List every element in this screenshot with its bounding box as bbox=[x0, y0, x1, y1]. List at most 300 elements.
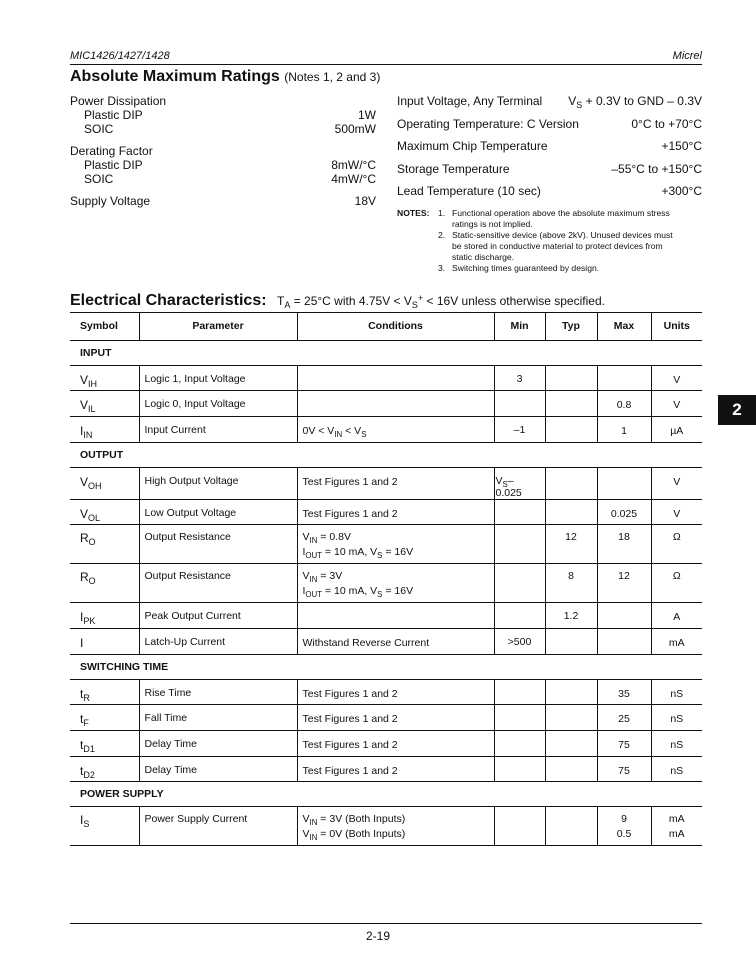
cell-parameter: Output Resistance bbox=[139, 564, 297, 603]
cell-typ bbox=[545, 756, 597, 782]
table-row bbox=[70, 365, 702, 391]
cell-max bbox=[597, 365, 651, 391]
note-line: be stored in conductive material to protect devices from bbox=[452, 241, 663, 251]
max-value: 18 bbox=[618, 531, 630, 544]
col-header-typ: Typ bbox=[545, 313, 597, 340]
cell-symbol bbox=[70, 391, 139, 417]
ec-title: Electrical Characteristics: bbox=[70, 292, 267, 309]
condition-text: = 3V (Both Inputs) bbox=[317, 813, 406, 826]
condition-sub: S bbox=[377, 551, 383, 561]
condition-text: Test Figures 1 and 2 bbox=[302, 475, 398, 488]
amr-left-value: 18V bbox=[354, 194, 376, 208]
units-value: V bbox=[673, 475, 681, 488]
amr-left-item bbox=[70, 122, 376, 136]
max-value: 35 bbox=[618, 687, 630, 700]
cell-parameter: Delay Time bbox=[139, 756, 297, 782]
cell-min bbox=[494, 731, 545, 757]
amr-right-value-post: + 0.3V to GND – 0.3V bbox=[582, 94, 702, 108]
cell-conditions bbox=[297, 416, 494, 442]
cell-units bbox=[651, 731, 702, 757]
cell-symbol bbox=[70, 807, 139, 846]
cell-max bbox=[597, 603, 651, 629]
cell-min bbox=[494, 756, 545, 782]
section-row bbox=[70, 654, 702, 679]
cell-max bbox=[597, 467, 651, 499]
amr-right-value bbox=[662, 184, 703, 198]
condition-line bbox=[303, 738, 489, 753]
condition-line bbox=[303, 712, 489, 727]
cell-units bbox=[651, 807, 702, 846]
condition-text: V bbox=[302, 570, 310, 583]
cell-parameter: High Output Voltage bbox=[139, 467, 297, 499]
condition-line bbox=[303, 569, 489, 584]
amr-right-value-text: V bbox=[568, 94, 577, 108]
amr-heading bbox=[70, 68, 380, 86]
min-value: –1 bbox=[513, 423, 526, 436]
condition-text: < V bbox=[342, 424, 362, 437]
col-header-conditions: Conditions bbox=[297, 313, 494, 340]
cell-typ bbox=[545, 705, 597, 731]
amr-left-value: 4mW/°C bbox=[331, 172, 376, 186]
amr-left-item bbox=[70, 194, 376, 208]
symbol-sub: D1 bbox=[83, 744, 95, 754]
symbol-sub: O bbox=[88, 537, 96, 548]
units-value: nS bbox=[670, 739, 684, 751]
condition-line bbox=[303, 764, 489, 779]
condition-text: Test Figures 1 and 2 bbox=[302, 713, 398, 726]
col-header-min: Min bbox=[494, 313, 545, 340]
cell-symbol bbox=[70, 705, 139, 731]
amr-left-label: Derating Factor bbox=[70, 144, 153, 158]
table-row bbox=[70, 416, 702, 442]
condition-line bbox=[303, 827, 489, 842]
condition-text: V bbox=[302, 531, 310, 544]
note-number: 1. bbox=[438, 208, 446, 218]
cell-max bbox=[597, 756, 651, 782]
symbol-text: R bbox=[80, 531, 89, 546]
min-sub: S bbox=[502, 479, 508, 489]
max-value: 25 bbox=[618, 713, 630, 726]
amr-right-value bbox=[611, 162, 702, 176]
condition-sub: S bbox=[361, 429, 367, 439]
symbol-text: V bbox=[80, 474, 89, 489]
symbol-text: I bbox=[80, 635, 84, 650]
amr-left-label: Plastic DIP bbox=[84, 158, 143, 172]
min-value: 3 bbox=[516, 372, 523, 385]
cell-min bbox=[494, 603, 545, 629]
cell-parameter: Power Supply Current bbox=[139, 807, 297, 846]
max-value: 75 bbox=[618, 739, 630, 751]
amr-title-notes: (Notes 1, 2 and 3) bbox=[284, 70, 381, 84]
amr-right-value bbox=[568, 94, 702, 108]
symbol-sub: D2 bbox=[83, 769, 95, 780]
condition-text: V bbox=[302, 828, 310, 841]
cell-parameter: Input Current bbox=[139, 416, 297, 442]
cell-units bbox=[651, 603, 702, 629]
cell-conditions bbox=[297, 731, 494, 757]
cell-parameter: Delay Time bbox=[139, 731, 297, 757]
table-row bbox=[70, 628, 702, 654]
cell-symbol bbox=[70, 499, 139, 525]
cell-parameter: Peak Output Current bbox=[139, 603, 297, 629]
col-header-units: Units bbox=[651, 313, 702, 340]
cell-typ: 8 bbox=[545, 564, 597, 603]
cell-typ bbox=[545, 391, 597, 417]
cell-conditions bbox=[297, 756, 494, 782]
cell-min bbox=[494, 365, 545, 391]
cell-parameter: Logic 1, Input Voltage bbox=[139, 365, 297, 391]
cell-min bbox=[494, 628, 545, 654]
symbol-text: I bbox=[80, 423, 84, 438]
cell-units bbox=[651, 467, 702, 499]
cell-parameter: Logic 0, Input Voltage bbox=[139, 391, 297, 417]
cell-conditions bbox=[297, 705, 494, 731]
footer-rule bbox=[70, 923, 702, 924]
note-item bbox=[438, 208, 702, 230]
symbol-text: t bbox=[80, 763, 84, 778]
amr-right-label: Storage Temperature bbox=[397, 161, 510, 176]
amr-left-item bbox=[70, 158, 376, 172]
amr-left-item bbox=[70, 108, 376, 122]
condition-sub: OUT bbox=[305, 551, 323, 561]
header-brand: Micrel bbox=[672, 50, 702, 62]
amr-left-value: 500mW bbox=[334, 122, 376, 136]
symbol-text: t bbox=[80, 686, 84, 701]
cell-max bbox=[597, 525, 651, 564]
section-title: INPUT bbox=[70, 340, 702, 365]
table-row bbox=[70, 705, 702, 731]
cell-units bbox=[651, 365, 702, 391]
units-value: mA bbox=[668, 828, 685, 841]
header-part-number: MIC1426/1427/1428 bbox=[70, 50, 170, 62]
amr-left-label: Power Dissipation bbox=[70, 94, 167, 108]
cell-min bbox=[494, 679, 545, 705]
units-value: V bbox=[673, 399, 681, 412]
cell-symbol bbox=[70, 628, 139, 654]
cell-parameter: Latch-Up Current bbox=[139, 628, 297, 654]
cell-max bbox=[597, 499, 651, 525]
cell-symbol bbox=[70, 756, 139, 782]
symbol-sub: R bbox=[83, 692, 90, 703]
amr-right-label: Maximum Chip Temperature bbox=[397, 139, 548, 153]
section-row bbox=[70, 782, 702, 807]
note-line: static discharge. bbox=[452, 252, 515, 262]
condition-sub: OUT bbox=[305, 590, 323, 600]
symbol-sub: O bbox=[88, 576, 96, 587]
ec-header-row bbox=[70, 313, 702, 340]
cell-parameter: Output Resistance bbox=[139, 525, 297, 564]
condition-line bbox=[303, 530, 489, 545]
table-row bbox=[70, 679, 702, 705]
amr-left-label: SOIC bbox=[84, 122, 114, 136]
symbol-text: R bbox=[80, 570, 89, 585]
condition-text: = 3V bbox=[317, 570, 343, 583]
symbol-text: I bbox=[80, 610, 84, 625]
note-number: 2. bbox=[438, 230, 446, 240]
cell-units bbox=[651, 679, 702, 705]
cell-units bbox=[651, 416, 702, 442]
section-row bbox=[70, 340, 702, 365]
condition-text: = 16V bbox=[382, 546, 414, 559]
condition-sub: IN bbox=[309, 575, 318, 585]
cell-typ bbox=[545, 807, 597, 846]
cell-min bbox=[494, 499, 545, 525]
cell-conditions bbox=[297, 467, 494, 499]
note-item bbox=[438, 263, 702, 274]
max-value: 12 bbox=[618, 570, 630, 583]
max-value: 75 bbox=[618, 764, 630, 777]
symbol-sub: F bbox=[83, 718, 89, 729]
table-row bbox=[70, 731, 702, 757]
table-row bbox=[70, 391, 702, 417]
condition-text: 0V < V bbox=[302, 424, 335, 437]
condition-text: Test Figures 1 and 2 bbox=[302, 739, 398, 751]
section-title: POWER SUPPLY bbox=[70, 782, 702, 807]
amr-left-value: 8mW/°C bbox=[331, 158, 376, 172]
cell-conditions bbox=[297, 679, 494, 705]
units-value: Ω bbox=[672, 570, 681, 583]
condition-line bbox=[303, 475, 489, 490]
cell-symbol bbox=[70, 525, 139, 564]
condition-sub: IN bbox=[309, 536, 318, 546]
max-value: 9 bbox=[621, 813, 627, 826]
amr-right-item bbox=[397, 139, 702, 153]
min-prefix: V bbox=[495, 474, 503, 487]
cell-conditions bbox=[297, 391, 494, 417]
symbol-text: I bbox=[80, 813, 84, 828]
cell-parameter: Low Output Voltage bbox=[139, 499, 297, 525]
section-title: SWITCHING TIME bbox=[70, 654, 702, 679]
amr-right-label: Operating Temperature: C Version bbox=[397, 116, 579, 131]
cell-conditions bbox=[297, 603, 494, 629]
condition-line bbox=[303, 545, 489, 560]
cell-typ bbox=[545, 628, 597, 654]
cell-typ: 12 bbox=[545, 525, 597, 564]
condition-text: Test Figures 1 and 2 bbox=[302, 764, 398, 777]
col-header-max: Max bbox=[597, 313, 651, 340]
symbol-text: V bbox=[80, 398, 89, 413]
section-title: OUTPUT bbox=[70, 442, 702, 467]
cell-typ bbox=[545, 416, 597, 442]
cell-symbol bbox=[70, 416, 139, 442]
cell-symbol bbox=[70, 467, 139, 499]
max-value: 0.5 bbox=[616, 828, 632, 841]
symbol-sub: IL bbox=[88, 404, 96, 415]
cell-typ: 1.2 bbox=[545, 603, 597, 629]
condition-text: V bbox=[302, 813, 310, 826]
cell-units bbox=[651, 705, 702, 731]
cell-min bbox=[494, 416, 545, 442]
cell-units bbox=[651, 564, 702, 603]
cell-conditions bbox=[297, 628, 494, 654]
units-value: A bbox=[673, 611, 681, 624]
condition-line bbox=[303, 812, 489, 827]
condition-line bbox=[303, 687, 489, 702]
cell-units bbox=[651, 499, 702, 525]
max-value: 0.8 bbox=[616, 399, 632, 412]
condition-line bbox=[303, 507, 489, 522]
cell-conditions bbox=[297, 499, 494, 525]
condition-text: Test Figures 1 and 2 bbox=[302, 507, 398, 520]
amr-right-value bbox=[631, 117, 702, 131]
max-value: 0.025 bbox=[610, 507, 638, 520]
units-value: nS bbox=[670, 764, 684, 777]
condition-text: Test Figures 1 and 2 bbox=[302, 687, 398, 700]
cell-conditions bbox=[297, 365, 494, 391]
max-value: 1 bbox=[621, 424, 627, 437]
condition-line bbox=[303, 424, 489, 439]
condition-text: Withstand Reverse Current bbox=[302, 636, 430, 649]
amr-right-value-sub: S bbox=[576, 100, 583, 110]
min-value: –0.025 bbox=[495, 474, 522, 499]
cell-max bbox=[597, 705, 651, 731]
condition-line bbox=[303, 636, 489, 651]
cell-max bbox=[597, 628, 651, 654]
cell-max bbox=[597, 679, 651, 705]
condition-text: I bbox=[302, 585, 306, 598]
table-row bbox=[70, 807, 702, 846]
cell-symbol bbox=[70, 603, 139, 629]
cell-units bbox=[651, 756, 702, 782]
symbol-sub: S bbox=[83, 819, 90, 830]
condition-sub: IN bbox=[309, 818, 318, 828]
table-row bbox=[70, 499, 702, 525]
cell-symbol bbox=[70, 365, 139, 391]
amr-right-item bbox=[397, 162, 702, 176]
cell-conditions bbox=[297, 525, 494, 564]
symbol-text: t bbox=[80, 712, 84, 727]
cell-typ bbox=[545, 731, 597, 757]
cell-conditions bbox=[297, 564, 494, 603]
amr-left-label: Plastic DIP bbox=[84, 108, 143, 122]
cell-typ bbox=[545, 467, 597, 499]
symbol-sub: IN bbox=[83, 429, 93, 440]
note-line: Functional operation above the absolute maximum stress bbox=[452, 208, 670, 218]
amr-right-label: Lead Temperature (10 sec) bbox=[397, 184, 541, 198]
note-item bbox=[438, 230, 702, 263]
table-row bbox=[70, 525, 702, 564]
amr-right-item bbox=[397, 184, 702, 198]
cell-max bbox=[597, 807, 651, 846]
units-value: µA bbox=[670, 424, 684, 437]
cell-symbol bbox=[70, 679, 139, 705]
symbol-text: t bbox=[80, 738, 84, 752]
amr-right-value-text: 0°C to +70°C bbox=[631, 116, 702, 131]
cell-typ bbox=[545, 499, 597, 525]
condition-text: = 16V bbox=[382, 585, 414, 598]
cell-max bbox=[597, 416, 651, 442]
col-header-symbol: Symbol bbox=[70, 313, 139, 340]
cell-min bbox=[494, 525, 545, 564]
amr-right-item bbox=[397, 94, 702, 108]
condition-text: = 0V (Both Inputs) bbox=[317, 828, 406, 841]
note-line: Switching times guaranteed by design. bbox=[452, 263, 600, 273]
symbol-text: V bbox=[80, 506, 89, 521]
cell-symbol bbox=[70, 731, 139, 757]
cell-typ bbox=[545, 365, 597, 391]
amr-right-value-text: +300°C bbox=[661, 184, 702, 198]
cell-symbol bbox=[70, 564, 139, 603]
header-rule bbox=[70, 64, 702, 65]
cell-units bbox=[651, 391, 702, 417]
section-tab: 2 bbox=[718, 395, 756, 425]
table-row bbox=[70, 564, 702, 603]
cell-min bbox=[494, 391, 545, 417]
units-value: nS bbox=[670, 713, 684, 726]
condition-text: I bbox=[302, 546, 306, 559]
amr-left-item bbox=[70, 144, 376, 158]
amr-left-label: Supply Voltage bbox=[70, 194, 151, 208]
units-value: V bbox=[673, 373, 681, 386]
amr-left-value: 1W bbox=[358, 108, 376, 122]
cell-units bbox=[651, 628, 702, 654]
page-number: 2-19 bbox=[365, 929, 391, 943]
amr-left-item bbox=[70, 94, 376, 108]
amr-right-item bbox=[397, 117, 702, 131]
cell-conditions bbox=[297, 807, 494, 846]
notes-label: NOTES: bbox=[397, 208, 430, 218]
cell-min bbox=[494, 705, 545, 731]
section-row bbox=[70, 442, 702, 467]
amr-right-value bbox=[662, 139, 703, 153]
cell-units bbox=[651, 525, 702, 564]
symbol-sub: OL bbox=[88, 512, 101, 523]
cell-min bbox=[494, 807, 545, 846]
condition-sub: IN bbox=[309, 833, 318, 843]
table-row bbox=[70, 756, 702, 782]
condition-sub: IN bbox=[334, 429, 343, 439]
symbol-sub: IH bbox=[88, 378, 98, 389]
cell-typ bbox=[545, 679, 597, 705]
ec-conditions: $T_A = 25^\circ C$ with $4.75V < V_S^+ < 16V$ unless otherwise specified. bbox=[277, 293, 605, 310]
units-value: V bbox=[673, 507, 681, 520]
col-header-parameter: Parameter bbox=[139, 313, 297, 340]
table-row bbox=[70, 467, 702, 499]
cell-parameter: Fall Time bbox=[139, 705, 297, 731]
amr-right-value-text: +150°C bbox=[661, 139, 702, 153]
note-number: 3. bbox=[438, 263, 446, 273]
amr-right-value-text: –55°C to +150°C bbox=[611, 161, 702, 176]
units-value: nS bbox=[670, 687, 684, 700]
table-row bbox=[70, 603, 702, 629]
cell-min bbox=[494, 564, 545, 603]
condition-line bbox=[303, 584, 489, 599]
ec-heading bbox=[70, 292, 605, 310]
amr-left-item bbox=[70, 172, 376, 186]
cell-max bbox=[597, 564, 651, 603]
symbol-sub: PK bbox=[83, 616, 96, 627]
units-value: mA bbox=[668, 636, 685, 649]
min-value: >500 bbox=[507, 635, 532, 648]
symbol-sub: OH bbox=[88, 480, 102, 491]
units-value: mA bbox=[668, 813, 685, 826]
amr-left-label: SOIC bbox=[84, 172, 114, 186]
condition-text: = 10 mA, V bbox=[322, 585, 378, 598]
condition-text: = 10 mA, V bbox=[322, 546, 378, 559]
symbol-text: V bbox=[80, 372, 89, 387]
amr-right-label: Input Voltage, Any Terminal bbox=[397, 94, 543, 108]
note-line: Static-sensitive device (above 2kV). Unused devices must bbox=[452, 230, 673, 240]
cell-parameter: Rise Time bbox=[139, 679, 297, 705]
cell-min bbox=[494, 467, 545, 499]
condition-sub: S bbox=[377, 590, 383, 600]
units-value: Ω bbox=[672, 531, 681, 544]
cell-max bbox=[597, 731, 651, 757]
cell-max bbox=[597, 391, 651, 417]
condition-text: = 0.8V bbox=[317, 531, 351, 544]
note-line: ratings is not implied. bbox=[452, 219, 533, 229]
amr-title: Absolute Maximum Ratings bbox=[70, 68, 280, 85]
